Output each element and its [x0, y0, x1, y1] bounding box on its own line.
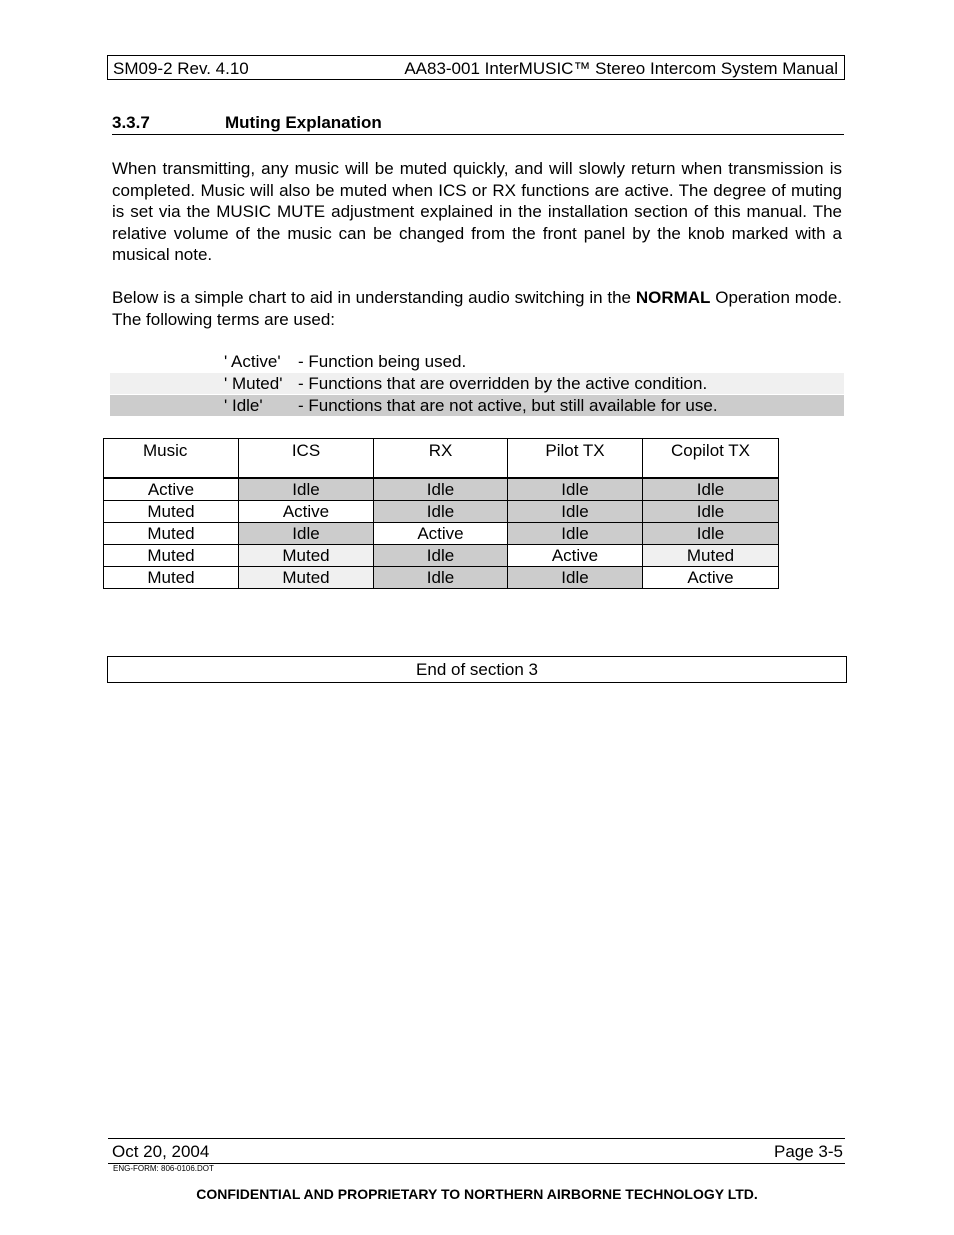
- table-cell: Idle: [508, 478, 643, 501]
- table-row: [104, 545, 779, 567]
- table-cell: Idle: [643, 523, 779, 545]
- normal-mode-label: NORMAL: [635, 288, 711, 307]
- footer-date: Oct 20, 2004: [112, 1142, 210, 1161]
- table-cell: Idle: [508, 523, 643, 545]
- paragraph-muting: When transmitting, any music will be muted quickly, and will slowly return when transmission is completed. Music will also be muted when ICS or RX functions are active. The degree of muting is set via the MUSIC MUTE adjustment explained in the installation section of this manual. The relative volume of the music can be changed from the front panel by the knob marked with a musical note.: [112, 159, 842, 265]
- table-cell: Idle: [239, 478, 374, 501]
- table-row: [104, 523, 779, 545]
- table-cell: Idle: [508, 567, 643, 589]
- table-header-row: [104, 439, 779, 479]
- table-cell: Idle: [643, 478, 779, 501]
- end-of-section: End of section 3: [107, 656, 847, 683]
- term-description: - Functions that are overridden by the active condition.: [298, 374, 708, 393]
- table-cell: Idle: [374, 545, 508, 567]
- table-cell: Idle: [239, 523, 374, 545]
- paragraph-chart-intro: [112, 287, 842, 330]
- table-cell: Idle: [374, 478, 508, 501]
- table-row: [104, 478, 779, 501]
- table-cell: Muted: [239, 567, 374, 589]
- table-cell: Muted: [104, 567, 239, 589]
- chart-intro-text: Below is a simple chart to aid in understanding audio switching in the: [112, 288, 636, 307]
- table-cell: Idle: [508, 501, 643, 523]
- column-header: Copilot TX: [643, 439, 779, 479]
- term-row-muted: [110, 373, 844, 394]
- page-footer: [108, 1138, 845, 1164]
- table-cell: Active: [104, 478, 239, 501]
- term-description: - Functions that are not active, but still available for use.: [298, 396, 718, 415]
- term-row-active: [110, 351, 844, 372]
- table-cell: Idle: [374, 567, 508, 589]
- audio-switching-table: [103, 438, 779, 589]
- term-name: ' Idle': [224, 396, 263, 415]
- table-row: [104, 567, 779, 589]
- term-description: - Function being used.: [298, 352, 467, 371]
- column-header: Music: [104, 439, 239, 479]
- table-cell: Idle: [643, 501, 779, 523]
- section-title: Muting Explanation: [225, 113, 382, 132]
- table-cell: Active: [239, 501, 374, 523]
- footer-page-number: Page 3-5: [774, 1142, 843, 1161]
- table-cell: Active: [508, 545, 643, 567]
- document-id: SM09-2 Rev. 4.10: [113, 59, 249, 78]
- table-row: [104, 501, 779, 523]
- table-cell: Idle: [374, 501, 508, 523]
- term-name: ' Muted': [224, 374, 283, 393]
- section-number: 3.3.7: [112, 113, 150, 132]
- table-body: [104, 478, 779, 589]
- table-cell: Muted: [104, 501, 239, 523]
- table-cell: Muted: [104, 545, 239, 567]
- form-code: ENG-FORM: 806-0106.DOT: [113, 1164, 214, 1173]
- table-cell: Muted: [643, 545, 779, 567]
- column-header: Pilot TX: [508, 439, 643, 479]
- column-header: RX: [374, 439, 508, 479]
- table-cell: Muted: [239, 545, 374, 567]
- table-cell: Active: [374, 523, 508, 545]
- confidential-notice: CONFIDENTIAL AND PROPRIETARY TO NORTHERN AIRBORNE TECHNOLOGY LTD.: [196, 1186, 758, 1202]
- term-row-idle: [110, 395, 844, 416]
- page-header: [107, 55, 845, 80]
- table-cell: Muted: [104, 523, 239, 545]
- document-title: AA83-001 InterMUSIC™ Stereo Intercom System Manual: [404, 59, 838, 78]
- term-name: ' Active': [224, 352, 281, 371]
- column-header: ICS: [239, 439, 374, 479]
- table-cell: Active: [643, 567, 779, 589]
- section-heading: [112, 112, 844, 135]
- chart-intro-text-end: Operation mode. The following terms are used:: [112, 288, 842, 329]
